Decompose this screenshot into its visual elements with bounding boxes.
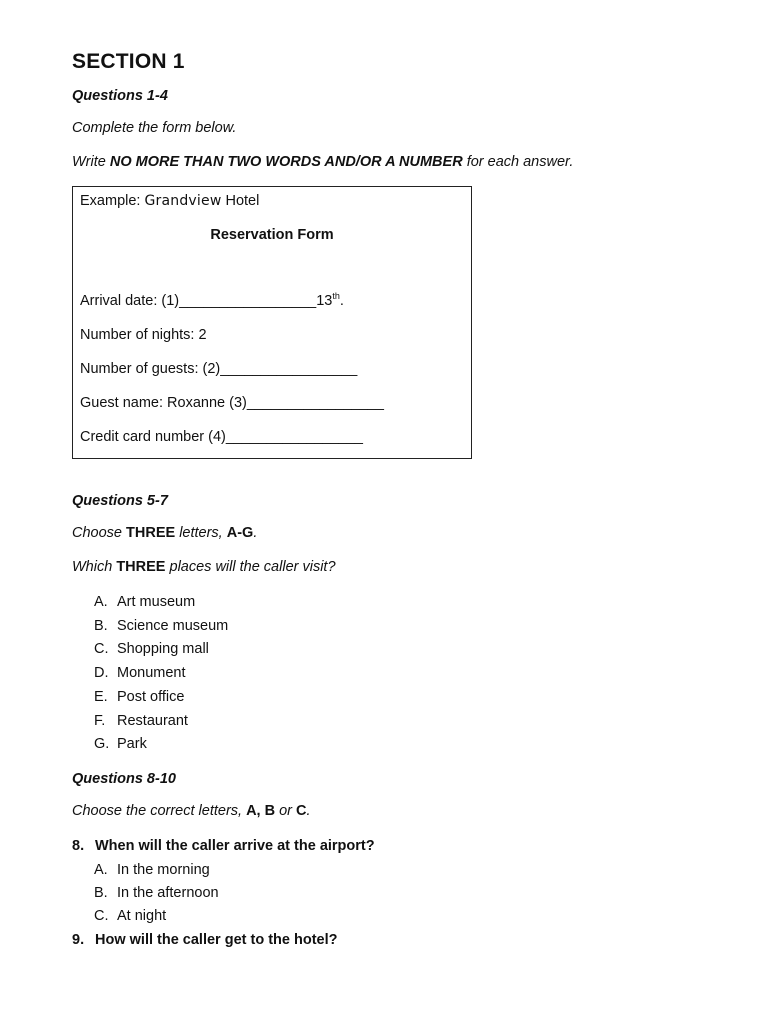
form-title: Reservation Form [210,227,334,243]
option-text: Restaurant [117,712,188,729]
list-item [94,733,692,757]
example-label: Example: [80,193,145,209]
option-text: Art museum [117,594,196,610]
list-item [94,638,692,662]
option-letter: B. [94,617,108,634]
list-item [94,686,692,710]
option-text: Shopping mall [117,641,209,658]
arrival-label: Arrival date: (1)_________________13 [80,293,333,309]
field-nights: Number of nights: 2 [80,327,207,343]
question-8-block [72,835,692,929]
instruction-text: Choose [72,525,127,541]
option-text: In the morning [117,861,210,878]
question-number: 9. [72,931,85,948]
arrival-ordinal: th [332,291,340,302]
instruction-emphasis: A-G [226,525,254,541]
question-which-places [72,557,692,577]
question-emphasis: THREE [116,559,166,575]
instruction-text: letters, [175,525,227,541]
list-item [94,905,692,928]
instruction-complete-form: Complete the form below. [72,120,237,136]
section-title: SECTION 1 [72,50,185,73]
option-letter: F. [94,712,106,729]
field-credit-card: Credit card number (4)_________________ [80,429,363,445]
list-item [94,859,692,882]
option-letter: C. [94,908,109,925]
option-text: Science museum [117,617,229,634]
example-hotel-name: Grandview [144,193,222,209]
form-example-line [80,191,464,211]
question-8 [72,835,692,859]
question-text: Which [72,559,117,575]
field-guests: Number of guests: (2)_________________ [80,361,358,377]
instruction-choose-correct [72,801,692,821]
instruction-emphasis: B [264,802,276,819]
option-letter: D. [94,665,109,682]
questions-5-7-heading: Questions 5-7 [72,493,168,509]
example-suffix: Hotel [221,193,260,209]
instruction-text: . [253,525,258,541]
list-item [94,710,692,734]
instruction-emphasis: A, [246,802,261,819]
list-item [94,615,692,639]
option-letter: G. [94,736,110,753]
instruction-emphasis: C [296,802,307,819]
field-arrival-date [80,291,464,311]
option-text: In the afternoon [117,884,219,901]
option-text: Monument [117,665,186,682]
instruction-text: or [275,802,297,819]
question-number: 8. [72,837,85,854]
option-text: Post office [117,688,185,705]
list-item [94,591,692,615]
arrival-end: . [339,293,344,309]
list-item [94,882,692,905]
form-fields [80,291,464,447]
questions-8-10-heading: Questions 8-10 [72,770,176,787]
question-text: When will the caller arrive at the airport? [95,837,375,854]
places-options-list [94,591,692,757]
instruction-text: Write [72,154,110,170]
questions-1-4-heading: Questions 1-4 [72,88,168,104]
option-text: At night [117,908,167,925]
option-letter: C. [94,641,109,658]
instruction-word-limit [72,152,692,172]
word-limit-emphasis: NO MORE THAN TWO WORDS AND/OR A NUMBER [109,154,463,170]
question-9-block [72,929,692,953]
question-8-options [94,859,692,929]
document-page [72,50,692,952]
question-9 [72,929,692,953]
instruction-choose-three [72,523,692,543]
reservation-form-box [72,186,472,459]
field-guest-name: Guest name: Roxanne (3)_________________ [80,395,384,411]
option-letter: E. [94,688,108,705]
option-letter: A. [94,594,108,610]
option-text: Park [117,736,147,753]
instruction-text: for each answer. [462,154,574,170]
question-text: How will the caller get to the hotel? [95,931,338,948]
question-text: places will the caller visit? [165,559,336,575]
option-letter: B. [94,884,108,901]
list-item [94,662,692,686]
option-letter: A. [94,861,108,878]
instruction-text: . [306,802,311,819]
instruction-emphasis: THREE [126,525,176,541]
instruction-text: Choose the correct letters, [72,802,247,819]
